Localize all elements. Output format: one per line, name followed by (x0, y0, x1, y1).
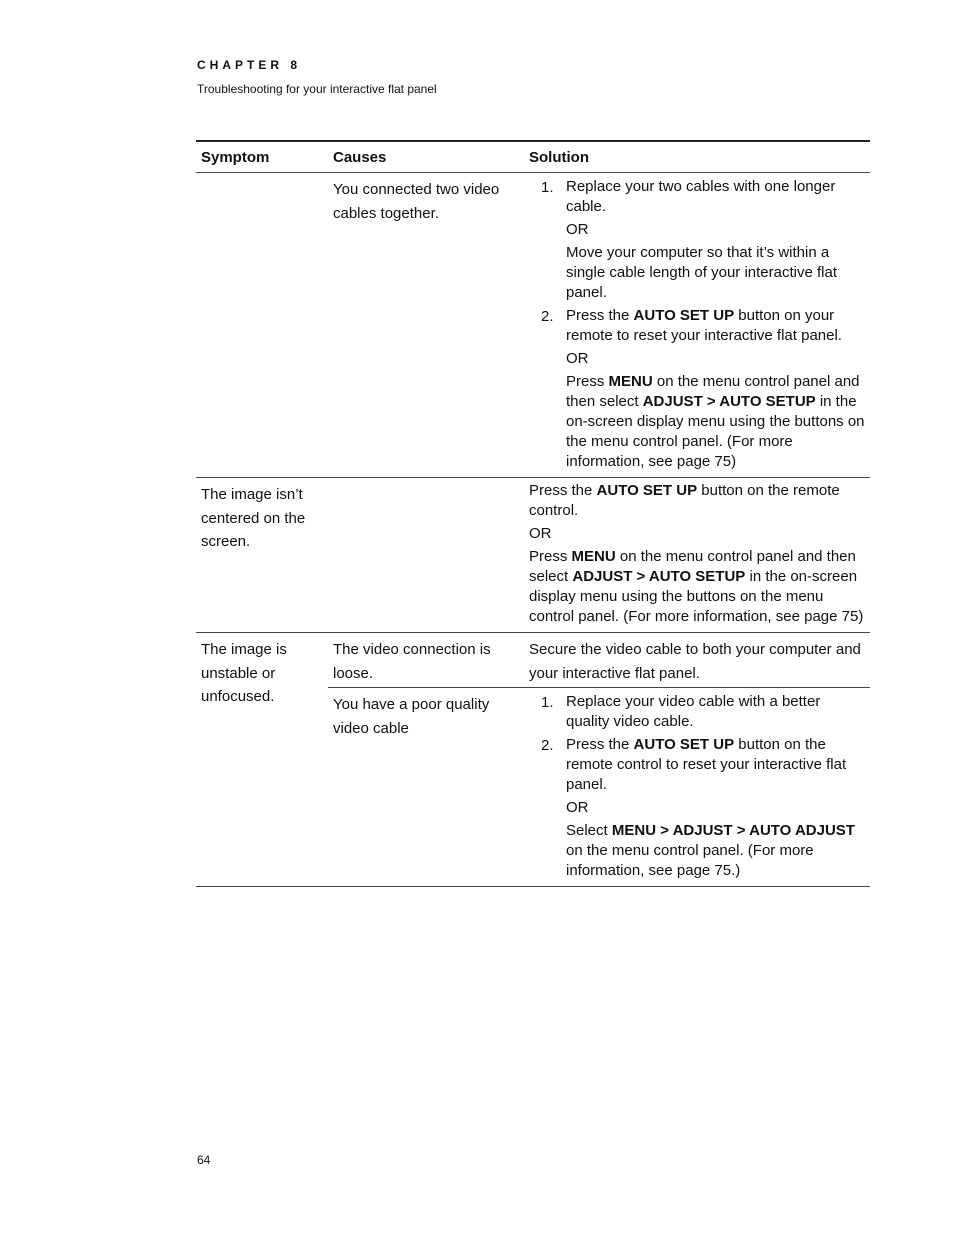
table-row (196, 478, 870, 633)
solution-step (529, 306, 865, 472)
table-row (196, 173, 870, 478)
troubleshooting-table-container (196, 140, 870, 887)
solution-step (529, 735, 865, 881)
step-text: Replace your video cable with a better quality video cable. (566, 693, 821, 730)
cause-cell: The video connection is loose. (328, 633, 524, 688)
step-number: 1. (541, 179, 554, 196)
step-number: 2. (541, 737, 554, 754)
or-text: OR (566, 799, 589, 816)
step-number: 2. (541, 308, 554, 325)
solution-steps (529, 692, 865, 881)
cause-cell: You connected two video cables together. (328, 173, 524, 478)
step-text: Replace your two cables with one longer cable. (566, 178, 836, 215)
solution-step (529, 692, 865, 732)
table-header-row (196, 141, 870, 173)
step-alternative: Select MENU > ADJUST > AUTO ADJUST on the menu control panel. (For more information, see page 75.) (566, 822, 855, 879)
solution-alternative: Press MENU on the menu control panel and then select ADJUST > AUTO SETUP in the on-screen display menu using the buttons on the menu control panel. (For more information, see page 75) (529, 548, 864, 625)
cause-cell: You have a poor quality video cable (328, 688, 524, 887)
header-symptom: Symptom (196, 141, 328, 173)
step-text: Press the AUTO SET UP button on the remote control to reset your interactive flat panel. (566, 736, 847, 793)
symptom-cell: The image is unstable or unfocused. (196, 633, 328, 887)
or-text: OR (566, 350, 589, 367)
chapter-label: CHAPTER 8 (197, 58, 302, 72)
solution-cell (524, 173, 870, 478)
step-text: Press the AUTO SET UP button on your remote to reset your interactive flat panel. (566, 307, 842, 344)
header-solution: Solution (524, 141, 870, 173)
solution-step (529, 177, 865, 303)
troubleshooting-table (196, 140, 870, 887)
symptom-cell (196, 173, 328, 478)
step-number: 1. (541, 694, 554, 711)
solution-cell (524, 478, 870, 633)
step-alternative: Move your computer so that it’s within a single cable length of your interactive flat panel. (566, 244, 837, 301)
solution-cell (524, 688, 870, 887)
symptom-cell: The image isn’t centered on the screen. (196, 478, 328, 633)
solution-steps (529, 177, 865, 472)
header-causes: Causes (328, 141, 524, 173)
or-text: OR (566, 221, 589, 238)
cause-cell (328, 478, 524, 633)
or-text: OR (529, 525, 552, 542)
solution-cell: Secure the video cable to both your computer and your interactive flat panel. (524, 633, 870, 688)
page-number: 64 (197, 1153, 211, 1167)
table-row (196, 633, 870, 688)
solution-text: Press the AUTO SET UP button on the remote control. (529, 482, 840, 519)
step-alternative: Press MENU on the menu control panel and then select ADJUST > AUTO SETUP in the on-screen display menu using the buttons on the menu control panel. (For more information, see page 75) (566, 373, 865, 470)
chapter-subtitle: Troubleshooting for your interactive flat panel (197, 82, 437, 96)
